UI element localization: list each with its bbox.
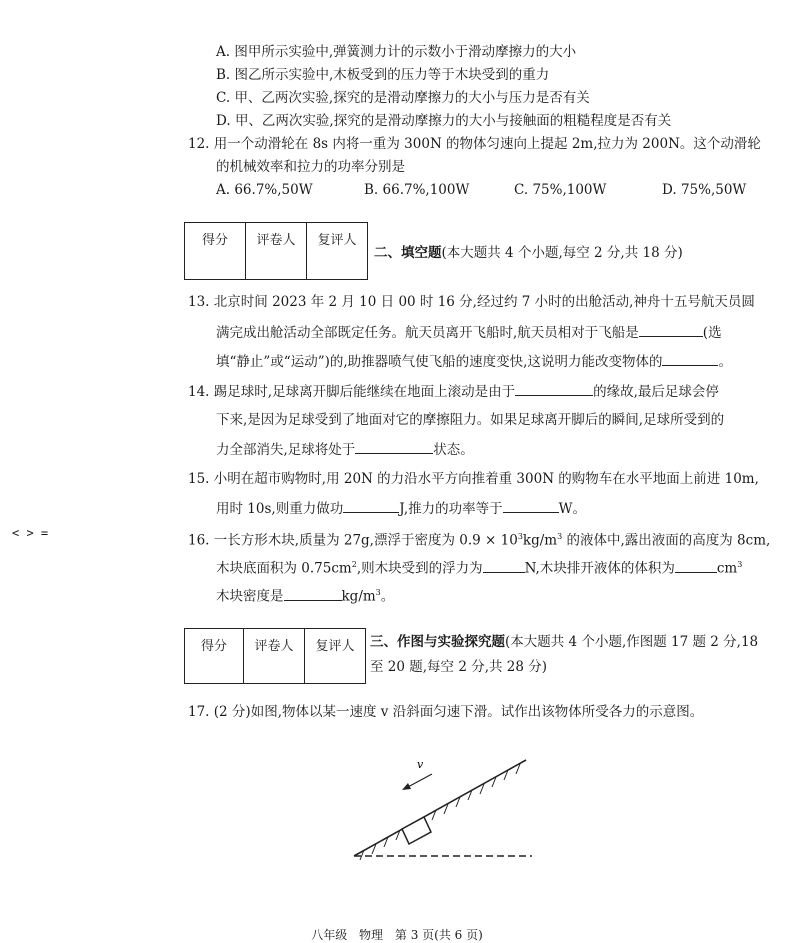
reviewer-header: 复评人 [307,223,368,280]
incline-figure [340,748,540,864]
q12-number: 12. [188,136,210,152]
incline-hatching [360,764,520,860]
q16-blank-3[interactable] [284,588,342,601]
q12-option-a: A. 66.7%,50W [216,182,313,198]
q16-line3: 木块密度是 $kg/m^3$。 [216,588,395,605]
q16-blank-2[interactable] [675,560,717,573]
q14-blank-2[interactable] [355,441,433,454]
q14-number: 14. [188,384,210,400]
section3-title: 三、作图与实验探究题 [370,634,505,650]
q12-line2: 的机械效率和拉力的功率分别是 [216,159,405,175]
velocity-arrowhead [402,783,411,790]
q14-blank-1[interactable] [515,383,593,396]
q15-blank-2[interactable] [503,500,559,513]
section3-note1: (本大题共 4 个小题,作图题 17 题 2 分,18 [505,634,759,650]
q16-number: 16. [188,532,210,549]
incline-surface [354,760,526,856]
velocity-arrow [406,774,432,788]
q13-blank-2[interactable] [662,353,718,366]
section2-title: 二、填空题 [374,245,442,261]
q14-line1: 14. 踢足球时,足球离开脚后能继续在地面上滚动是由于 的缘故,最后足球会停 [188,384,719,400]
q15-blank-1[interactable] [343,500,399,513]
section2-heading [374,244,683,262]
grader-header: 评卷人 [246,223,307,280]
score-header: 得分 [185,223,246,280]
q14-line2: 下来,是因为足球受到了地面对它的摩擦阻力。如果足球离开脚后的瞬间,足球所受到的 [216,412,725,428]
q11-option-d: D. 甲、乙两次实验,探究的是滑动摩擦力的大小与接触面的粗糙程度是否有关 [216,113,672,129]
section2-note: (本大题共 4 个小题,每空 2 分,共 18 分) [441,245,683,261]
q15-line1: 15. 小明在超市购物时,用 20N 的力沿水平方向推着重 300N 的购物车在水平地面上前进 10m, [188,471,759,487]
q16-line2: 木块底面积为 $0.75cm^2$,则木块受到的浮力为 N,木块排开液体的体积为 $cm^3$ [216,560,743,577]
reviewer-header: 复评人 [305,629,366,684]
footer-page: 第 3 页(共 6 页) [394,928,483,942]
q15-number: 15. [188,471,210,487]
block [402,817,431,844]
q11-option-c: C. 甲、乙两次实验,探究的是滑动摩擦力的大小与压力是否有关 [216,90,590,106]
grader-header: 评卷人 [244,629,305,684]
velocity-label: v [417,758,424,771]
q16-line1: 16. 一长方形木块,质量为 27g,漂浮于密度为 $0.9 \times 10^3kg/m^3$ 的液体中,露出液面的高度为 8cm, [188,532,771,549]
margin-symbols: < > = [12,526,49,540]
page-footer [0,926,794,943]
footer-subject: 物理 [359,928,384,942]
q14-line3: 力全部消失,足球将处于 状态。 [216,442,474,458]
q13-number: 13. [188,294,210,310]
score-table-section3 [184,628,366,684]
q15-line2: 用时 10s,则重力做功 J,推力的功率等于 W。 [216,501,587,517]
q13-line1: 13. 北京时间 2023 年 2 月 10 日 00 时 16 分,经过约 7 小时的出舱活动,神舟十五号航天员圆 [188,294,755,310]
section3-heading [370,633,758,651]
q17-number: 17. [188,704,210,720]
q12-option-c: C. 75%,100W [514,182,607,198]
q17-line1: 17. (2 分)如图,物体以某一速度 v 沿斜面匀速下滑。试作出该物体所受各力的示意图。 [188,704,704,720]
q13-blank-1[interactable] [639,324,703,337]
score-header: 得分 [185,629,244,684]
q13-line2: 满完成出舱活动全部既定任务。航天员离开飞船时,航天员相对于飞船是 (选 [216,325,722,341]
q11-option-a: A. 图甲所示实验中,弹簧测力计的示数小于滑动摩擦力的大小 [216,44,577,60]
section3-note2: 至 20 题,每空 2 分,共 28 分) [370,659,548,675]
q12-line1: 12. 用一个动滑轮在 8s 内将一重为 300N 的物体匀速向上提起 2m,拉力为 200N。这个动滑轮 [188,136,761,152]
q12-option-b: B. 66.7%,100W [364,182,470,198]
q16-blank-1[interactable] [483,560,525,573]
q12-option-d: D. 75%,50W [662,182,747,198]
footer-grade: 八年级 [311,928,348,942]
q13-line3: 填“静止”或“运动”)的,助推器喷气使飞船的速度变快,这说明力能改变物体的 。 [216,354,732,370]
score-table-section2 [184,222,368,280]
q11-option-b: B. 图乙所示实验中,木板受到的压力等于木块受到的重力 [216,67,550,83]
